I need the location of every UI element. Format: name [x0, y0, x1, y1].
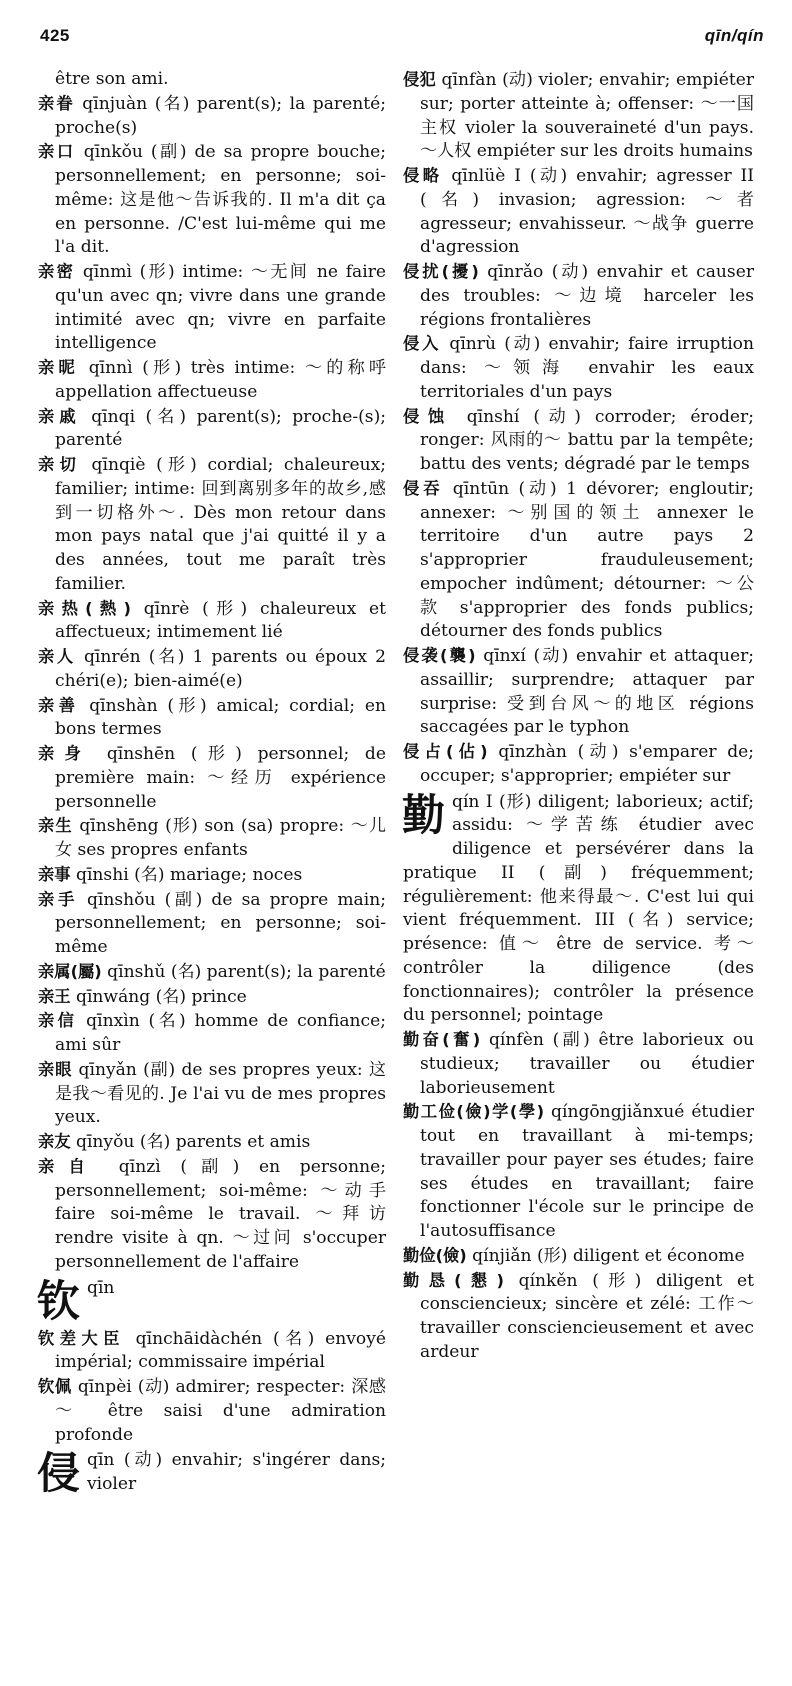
- headword: 侵扰(擾): [403, 262, 479, 281]
- entry-text: qīnshàn (形) amical; cordial; en bons termes: [55, 695, 386, 740]
- headword: 亲属(屬): [38, 961, 102, 981]
- entry-text: qīnqiè (形) cordial; chaleureux; familier; intime: 回到离别多年的故乡,感到一切格外～. Dès mon retour dans mon pays natal que j'ai quitté il y a des années, tout me paraît très familier.: [55, 455, 386, 594]
- dictionary-entry: [38, 863, 386, 888]
- dictionary-entry: [403, 1269, 754, 1365]
- dictionary-entry: [403, 260, 754, 332]
- headword: 亲友: [38, 1132, 71, 1151]
- dictionary-entry: [38, 742, 386, 814]
- entry-text: qīnrǎo (动) envahir et causer des troubles: ～边境 harceler les régions frontalières: [420, 262, 754, 330]
- entry-text: qīnrén (名) 1 parents ou époux 2 chéri(e); bien-aimé(e): [55, 647, 386, 691]
- headword: 亲眷: [38, 93, 75, 113]
- dictionary-entry: [403, 164, 754, 260]
- entry-text: qīnrù (动) envahir; faire irruption dans: ～领海 envahir les eaux territoriales d'un pays: [420, 334, 754, 402]
- headword: 亲眼: [38, 1059, 73, 1079]
- headword: 侵略: [403, 166, 443, 185]
- dictionary-entry: [403, 644, 754, 740]
- entry-text: qīnxìn (名) homme de confiance; ami sûr: [55, 1011, 386, 1055]
- headword: 亲切: [38, 455, 81, 474]
- entry-text: qīnyǎn (副) de ses propres yeux: 这是我～看见的. Je l'ai vu de mes propres yeux.: [55, 1059, 386, 1128]
- dictionary-entry: [38, 68, 386, 92]
- headword: 侵入: [403, 334, 442, 354]
- dictionary-entry: [38, 140, 386, 260]
- headword: 亲事: [38, 864, 71, 884]
- dictionary-entry: [38, 694, 386, 743]
- big-headword: 钦: [37, 1276, 80, 1327]
- dictionary-entry: [403, 1100, 754, 1244]
- headword: 钦差大臣: [38, 1328, 125, 1348]
- running-head: qīn/qín: [704, 26, 764, 45]
- entry-text: qīnyǒu (名) parents et amis: [76, 1132, 311, 1152]
- headword: 勤奋(奮): [403, 1030, 481, 1049]
- dictionary-entry: [38, 597, 386, 646]
- headword: 侵蚀: [403, 406, 453, 426]
- big-headword-entry: [38, 1277, 386, 1327]
- dictionary-entry: [38, 1327, 386, 1376]
- headword: 侵占(佔): [403, 742, 488, 761]
- entry-text: qīnpèi (动) admirer; respecter: 深感～ être saisi d'une admiration profonde: [55, 1377, 386, 1445]
- dictionary-entry: [403, 740, 754, 789]
- entry-text: qíngōngjiǎnxué étudier tout en travaillant à mi-temps; travailler pour payer ses études; faire ses études en travaillant; faire fonctionner l'école sur le principe de l'autosuffisance: [420, 1102, 755, 1241]
- big-headword-entry: [403, 791, 754, 1029]
- dictionary-entry: [403, 1244, 754, 1269]
- entry-text: qínjiǎn (形) diligent et économe: [472, 1245, 745, 1266]
- dictionary-entry: [38, 260, 386, 356]
- dictionary-entry: [38, 960, 386, 985]
- dictionary-entry: [38, 1130, 386, 1155]
- dictionary-entry: [403, 68, 754, 164]
- dictionary-entry: [38, 453, 386, 597]
- headword: 亲口: [38, 142, 76, 162]
- headword: 侵袭(襲): [403, 646, 476, 665]
- headword: 亲生: [38, 816, 73, 836]
- entry-text: qīnchāidàchén (名) envoyé impérial; commissaire impérial: [55, 1328, 386, 1373]
- headword: 亲热(熱): [38, 598, 131, 618]
- headword: 亲人: [38, 647, 76, 666]
- headword: 勤俭(儉): [403, 1245, 467, 1265]
- entry-text: qīnshǔ (名) parent(s); la parenté: [107, 961, 386, 982]
- dictionary-entry: [403, 405, 754, 477]
- big-headword: 勤: [402, 790, 445, 841]
- headword: 勤工俭(儉)学(學): [403, 1102, 545, 1122]
- entry-text: qīnnì (形) très intime: ～的称呼 appellation affectueuse: [55, 358, 387, 402]
- dictionary-entry: [38, 356, 386, 405]
- entry-text: qīnxí (动) envahir et attaquer; assaillir; surprendre; attaquer par surprise: 受到台风～的地区 régions saccagées par le typhon: [420, 646, 754, 738]
- left-column: [38, 68, 386, 1499]
- dictionary-entry: [38, 1155, 386, 1275]
- headword: 亲昵: [38, 358, 80, 377]
- entry-text: qīnzì (副) en personne; personnellement; soi-même: ～动手 faire soi-même le travail. ～拜访 rendre visite à qn. ～过问 s'occuper personnellement de l'affaire: [55, 1156, 386, 1272]
- entry-text: qīnkǒu (副) de sa propre bouche; personnellement; en personne; soi-même: 这是他～告诉我的. Il m'a dit ça en personne. /C'est lui-même qui me l'a dit.: [55, 142, 386, 258]
- headword: 钦佩: [38, 1377, 72, 1396]
- dictionary-entry: [38, 888, 386, 960]
- entry-text: qīn: [87, 1277, 115, 1298]
- entry-text: qīnjuàn (名) parent(s); la parenté; proche(s): [55, 93, 386, 138]
- dictionary-entry: [403, 477, 754, 644]
- entry-text: qīnzhàn (动) s'emparer de; occuper; s'approprier; empiéter sur: [420, 742, 755, 786]
- dictionary-entry: [38, 1375, 386, 1447]
- headword: 亲信: [38, 1011, 78, 1031]
- headword: 亲密: [38, 262, 76, 281]
- headword: 亲王: [38, 986, 71, 1006]
- entry-text: qīnqi (名) parent(s); proche-(s); parenté: [55, 406, 386, 451]
- big-headword: 侵: [37, 1449, 80, 1500]
- dictionary-entry: [38, 985, 386, 1010]
- dictionary-entry: [38, 814, 386, 863]
- dictionary-entry: [38, 405, 386, 454]
- dictionary-entry: [403, 1028, 754, 1100]
- entry-text: qínfèn (副) être laborieux ou studieux; travailler ou étudier laborieusement: [420, 1030, 754, 1098]
- big-headword-entry: [38, 1449, 386, 1499]
- headword: 亲戚: [38, 406, 81, 426]
- headword: 侵吞: [403, 478, 444, 498]
- entry-text: qínkěn (形) diligent et consciencieux; sincère et zélé: 工作～ travailler consciencieusement et avec ardeur: [420, 1270, 755, 1362]
- dictionary-entry: [38, 1058, 386, 1130]
- entry-text: qīntūn (动) 1 dévorer; engloutir; annexer: ～别国的领土 annexer le territoire d'un autre pays 2 s'approprier frauduleusement; empocher indûment; détourner: ～公款 s'approprier des fonds publics; détourner des fonds publics: [420, 478, 754, 642]
- dictionary-entry: [403, 332, 754, 404]
- entry-text: qín I (形) diligent; laborieux; actif; assidu: ～学苦练 étudier avec diligence et persévérer dans la pratique II (副) fréquemment; régulièrement: 他来得最～. C'est lui qui vient fréquemment. III (名) service; présence: 值～ être de service. 考～ contrôler la diligence (des fonctionnaires); contrôler la présence du personnel; pointage: [403, 791, 754, 1026]
- entry-text: qīnshi (名) mariage; noces: [76, 864, 303, 885]
- page-number: 425: [40, 26, 70, 45]
- entry-text: qīnshēng (形) son (sa) propre: ～儿女 ses propres enfants: [55, 816, 386, 860]
- entry-text: qīnshǒu (副) de sa propre main; personnellement; en personne; soi-même: [55, 889, 386, 957]
- headword: 勤恳(懇): [403, 1270, 504, 1290]
- entry-text: qīnwáng (名) prince: [76, 986, 247, 1007]
- headword: 亲身: [38, 744, 92, 763]
- dictionary-entry: [38, 1009, 386, 1058]
- entry-text: qīnmì (形) intime: ～无间 ne faire qu'un avec qn; vivre dans une grande intimité avec qn; vivre en parfaite intelligence: [55, 262, 386, 354]
- dictionary-entry: [38, 92, 386, 141]
- entry-text: qīnfàn (动) violer; envahir; empiéter sur; porter atteinte à; offenser: ～一国主权 violer la souveraineté d'un pays. ～人权 empiéter sur les droits humains: [420, 70, 754, 162]
- headword: 侵犯: [403, 70, 436, 89]
- entry-text: qīn (动) envahir; s'ingérer dans; violer: [87, 1450, 386, 1494]
- entry-text: qīnshí (动) corroder; éroder; ronger: 风雨的～ battu par la tempête; battu des vents; dégradé par le temps: [420, 406, 754, 474]
- right-column: [403, 68, 754, 1365]
- dictionary-entry: [38, 645, 386, 694]
- entry-text: qīnshēn (形) personnel; de première main: ～经历 expérience personnelle: [55, 744, 386, 812]
- entry-text: qīnrè (形) chaleureux et affectueux; intimement lié: [55, 598, 386, 643]
- entry-text: être son ami.: [55, 69, 169, 89]
- entry-text: qīnlüè I (动) envahir; agresser II (名) invasion; agression: ～者 agresseur; envahisseur. ～战争 guerre d'agression: [420, 166, 754, 258]
- headword: 亲手: [38, 889, 78, 909]
- headword: 亲自: [38, 1156, 100, 1176]
- headword: 亲善: [38, 695, 80, 715]
